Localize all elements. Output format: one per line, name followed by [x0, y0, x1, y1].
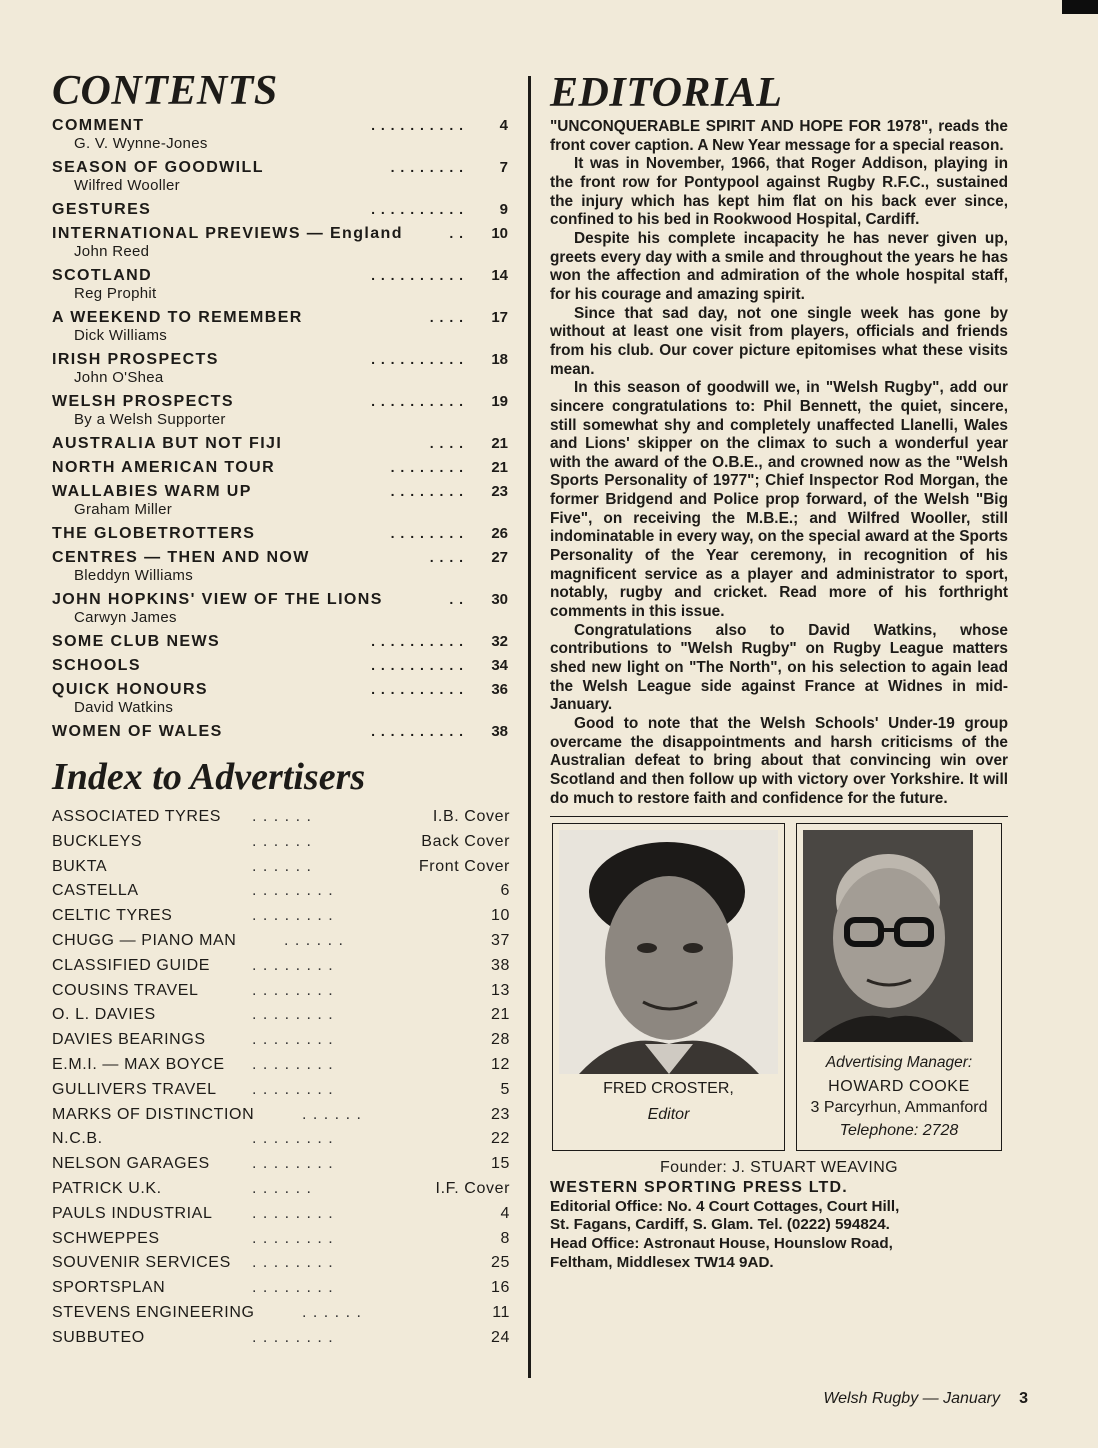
- advertiser-page: 21: [491, 1006, 510, 1024]
- advertiser-page: 15: [491, 1155, 510, 1173]
- leader-dots: . . . . . .: [252, 808, 312, 825]
- right-column: [550, 70, 1008, 1272]
- leader-dots: . . . . . . . .: [252, 956, 334, 974]
- contents-item-title: SCOTLAND: [52, 267, 153, 284]
- advertiser-row: [52, 979, 512, 1004]
- advertiser-page: 6: [500, 882, 510, 900]
- advertiser-name: BUCKLEYS: [52, 832, 143, 850]
- contents-item-page: 21: [491, 459, 508, 476]
- contents-item-title: SOME CLUB NEWS: [52, 633, 221, 650]
- editorial-paragraph: "UNCONQUERABLE SPIRIT AND HOPE FOR 1978", reads the front cover caption. A New Year message for a special reason.: [550, 118, 1008, 154]
- advertiser-row: [52, 1028, 512, 1053]
- advertiser-name: E.M.I. — MAX BOYCE: [52, 1055, 225, 1073]
- advertiser-page: 24: [491, 1328, 510, 1346]
- leader-dots: . . . . . . . . . .: [371, 723, 464, 739]
- contents-item-title: QUICK HONOURS: [52, 681, 208, 698]
- advertiser-name: PAULS INDUSTRIAL: [52, 1204, 213, 1222]
- contents-item-author: Carwyn James: [74, 609, 177, 626]
- leader-dots: . . . . . . . .: [252, 1130, 334, 1148]
- press-line: St. Fagans, Cardiff, S. Glam. Tel. (0222) 594824.: [550, 1216, 890, 1234]
- contents-item[interactable]: [52, 458, 512, 477]
- advertiser-name: SPORTSPLAN: [52, 1279, 166, 1297]
- advertiser-row: [52, 1103, 512, 1128]
- contents-item[interactable]: [52, 350, 512, 387]
- leader-dots: . . . . . . . . . .: [371, 633, 464, 649]
- contents-item-author: Graham Miller: [74, 501, 173, 518]
- advertiser-row: [52, 1326, 512, 1351]
- adv-manager-portrait-photo: [803, 830, 973, 1042]
- advertiser-row: [52, 1202, 512, 1227]
- contents-item-page: 32: [491, 633, 508, 650]
- contents-item-author: Bleddyn Williams: [74, 567, 193, 584]
- footer-page-number: 3: [1019, 1390, 1028, 1407]
- advertiser-name: STEVENS ENGINEERING: [52, 1303, 255, 1321]
- leader-dots: . . . . . . . . . .: [371, 657, 464, 673]
- advertiser-page: 4: [500, 1204, 510, 1222]
- advertiser-page: 23: [491, 1105, 510, 1123]
- editorial-heading: EDITORIAL: [550, 70, 783, 116]
- advertiser-name: GULLIVERS TRAVEL: [52, 1080, 217, 1098]
- advertiser-page: 16: [491, 1279, 510, 1297]
- left-column: [52, 68, 512, 1351]
- contents-item-title: NORTH AMERICAN TOUR: [52, 459, 276, 476]
- contents-item-page: 9: [499, 201, 508, 218]
- adv-manager-address: 3 Parcyrhun, Ammanford: [810, 1099, 988, 1117]
- contents-item-page: 17: [491, 309, 508, 326]
- contents-item-title: COMMENT: [52, 117, 145, 134]
- editorial-paragraph: Congratulations also to David Watkins, whose contributions to "Welsh Rugby" on Rugby League matters shed new light on "The North", on his selection to again lead the Welsh League side against France at Widnes in mid-January.: [550, 621, 1008, 714]
- advertiser-row: [52, 1177, 512, 1202]
- page-footer: [823, 1390, 1028, 1408]
- leader-dots: . . . . . . . .: [390, 525, 464, 541]
- advertiser-name: ASSOCIATED TYRES: [52, 808, 222, 825]
- leader-dots: . . . . . . . .: [390, 159, 464, 175]
- advertiser-name: SUBBUTEO: [52, 1328, 145, 1346]
- contents-item-page: 36: [491, 681, 508, 698]
- contents-item-author: Dick Williams: [74, 327, 168, 344]
- advertiser-row: [52, 1251, 512, 1276]
- adv-manager-photo-frame: [796, 823, 1002, 1151]
- leader-dots: . . . . . . . .: [252, 1204, 334, 1222]
- contents-item-title: A WEEKEND TO REMEMBER: [52, 309, 303, 326]
- contents-item[interactable]: [52, 590, 512, 627]
- advertiser-name: CELTIC TYRES: [52, 907, 173, 925]
- founder-line: Founder: J. STUART WEAVING: [659, 1159, 899, 1177]
- advertiser-name: CHUGG — PIANO MAN: [52, 931, 237, 949]
- contents-item-title: THE GLOBETROTTERS: [52, 525, 256, 542]
- leader-dots: . . . .: [429, 435, 464, 451]
- contents-item-page: 10: [491, 225, 508, 242]
- editorial-paragraph: In this season of goodwill we, in "Welsh Rugby", add our sincere congratulations to: Phil Bennett, the quiet, sincere, still somewhat shy and completely unaffected Llanelli, Wales and Lions' skipper on the climax to such a wonderful year with the award of the O.B.E., and crowned now as the "Welsh Sports Personality of 1977"; Chief Inspector Rod Morgan, the former Bridgend and Police prop forward, of the Welsh "Big Five", on receiving the M.B.E.; and Wilfred Wooller, still indominatable in every way, on the special award at the Sports Personality of the Year ceremony, in recognition of his magnificent service as a player and administrator to sport, notably, rugby and cricket. Read more of his forthright comments in this issue.: [550, 379, 1008, 621]
- adv-manager-role: Advertising Manager:: [825, 1054, 973, 1072]
- contents-item[interactable]: [52, 434, 512, 453]
- editorial-paragraph: Despite his complete incapacity he has never given up, greets every day with a smile and throughout the years he has won the affection and admiration of the whole hospital staff, for his courage and amazing spirit.: [550, 229, 1008, 303]
- contents-item-author: David Watkins: [74, 699, 174, 716]
- advertiser-row: [52, 855, 512, 880]
- advertiser-row: [52, 1276, 512, 1301]
- advertiser-name: CLASSIFIED GUIDE: [52, 956, 211, 974]
- leader-dots: . .: [449, 225, 464, 241]
- adv-manager-name: HOWARD COOKE: [828, 1078, 970, 1096]
- contents-item-page: 14: [491, 267, 508, 284]
- contents-item-author: Wilfred Wooller: [74, 177, 180, 194]
- contents-item-page: 21: [491, 435, 508, 452]
- leader-dots: . . . . . .: [302, 1105, 362, 1123]
- contents-item-author: John O'Shea: [74, 369, 164, 386]
- advertiser-name: PATRICK U.K.: [52, 1179, 162, 1197]
- leader-dots: . . . . . . . .: [252, 1254, 334, 1272]
- leader-dots: . . . . . . . . . .: [371, 201, 464, 217]
- advertiser-name: SOUVENIR SERVICES: [52, 1254, 231, 1272]
- contents-item-title: IRISH PROSPECTS: [52, 351, 219, 368]
- editorial-paragraph: It was in November, 1966, that Roger Addison, playing in the front row for Pontypool against Rugby R.F.C., sustained the injury which has kept him flat on his back ever since, confined to his bed in Rookwood Hospital, Cardiff.: [550, 155, 1008, 229]
- contents-item[interactable]: [52, 632, 512, 651]
- leader-dots: . . . . . .: [302, 1303, 362, 1321]
- advertiser-row: [52, 954, 512, 979]
- press-info: [550, 1179, 1008, 1272]
- contents-item-page: 7: [499, 159, 508, 176]
- contents-item[interactable]: [52, 680, 512, 717]
- advertiser-name: DAVIES BEARINGS: [52, 1031, 206, 1049]
- leader-dots: . . . . . . . .: [252, 981, 334, 999]
- leader-dots: . . . . . . . .: [252, 1080, 334, 1098]
- contents-item-title: CENTRES — THEN AND NOW: [52, 549, 310, 566]
- contents-item-author: G. V. Wynne-Jones: [74, 135, 208, 152]
- contents-item-page: 38: [491, 723, 508, 740]
- advertiser-name: NELSON GARAGES: [52, 1155, 210, 1173]
- editor-photo-frame: [552, 823, 785, 1151]
- leader-dots: . . . . . . . .: [390, 483, 464, 499]
- advertiser-name: O. L. DAVIES: [52, 1006, 156, 1024]
- contents-item[interactable]: [52, 722, 512, 741]
- contents-item[interactable]: [52, 200, 512, 219]
- leader-dots: . . . . . . . .: [252, 882, 334, 900]
- advertiser-name: N.C.B.: [52, 1130, 103, 1148]
- editorial-paragraph: Good to note that the Welsh Schools' Under-19 group overcame the disappointments and harsh criticisms of the Australian defeat to bring about that convincing win over Scotland and then follow up with victory over Yorkshire. It will do much to restore faith and confidence for the future.: [550, 715, 1008, 807]
- editor-role: Editor: [647, 1106, 690, 1124]
- advertiser-page: Front Cover: [418, 857, 510, 875]
- advertiser-page: 13: [491, 981, 510, 999]
- advertiser-page: 10: [491, 907, 510, 925]
- advertiser-row: [52, 929, 512, 954]
- leader-dots: . . . . . . . .: [252, 1006, 334, 1024]
- contents-item[interactable]: [52, 524, 512, 543]
- contents-item-title: WALLABIES WARM UP: [52, 483, 252, 500]
- contents-item-author: Reg Prophit: [74, 285, 157, 302]
- advertiser-row: [52, 1227, 512, 1252]
- leader-dots: . . . .: [429, 549, 464, 565]
- leader-dots: . . . . . . . .: [252, 1279, 334, 1297]
- advertiser-name: SCHWEPPES: [52, 1229, 160, 1247]
- contents-item[interactable]: [52, 158, 512, 195]
- advertiser-row: [52, 1053, 512, 1078]
- advertiser-row: [52, 904, 512, 929]
- advertiser-page: I.B. Cover: [432, 808, 510, 825]
- contents-item[interactable]: [52, 482, 512, 519]
- contents-item-title: WOMEN OF WALES: [52, 723, 223, 740]
- contents-item-page: 34: [491, 657, 508, 674]
- leader-dots: . . . . . .: [284, 931, 344, 949]
- advertiser-row: [52, 805, 512, 830]
- advertiser-page: Back Cover: [421, 832, 510, 850]
- contents-item-title: INTERNATIONAL PREVIEWS — England: [52, 225, 403, 242]
- leader-dots: . . . . . . . . . .: [371, 267, 464, 283]
- advertiser-row: [52, 1078, 512, 1103]
- advertiser-row: [52, 1003, 512, 1028]
- leader-dots: . . . . . . . . . .: [371, 681, 464, 697]
- contents-item-page: 26: [491, 525, 508, 542]
- advertiser-page: 38: [491, 956, 510, 974]
- leader-dots: . .: [449, 591, 464, 607]
- contents-item-title: SCHOOLS: [52, 657, 141, 674]
- press-line: Feltham, Middlesex TW14 9AD.: [550, 1253, 774, 1271]
- editor-portrait-photo: [559, 830, 778, 1074]
- leader-dots: . . . . . . . .: [252, 907, 334, 925]
- contents-item-title: GESTURES: [52, 201, 152, 218]
- contents-item[interactable]: [52, 548, 512, 585]
- leader-dots: . . . . . . . .: [252, 1229, 334, 1247]
- contents-list: [52, 116, 512, 741]
- editorial-paragraph: Since that sad day, not one single week has gone by without at least one visit from players, officials and friends from his club. Our cover picture epitomises what these visits mean.: [550, 304, 1008, 378]
- contents-item-page: 27: [491, 549, 508, 566]
- press-line: Editorial Office: No. 4 Court Cottages, Court Hill,: [550, 1197, 900, 1215]
- contents-item-author: By a Welsh Supporter: [74, 411, 226, 428]
- contents-item[interactable]: [52, 392, 512, 429]
- contents-item-page: 4: [499, 117, 508, 134]
- contents-item-page: 18: [491, 351, 508, 368]
- corner-mark: [1062, 0, 1098, 14]
- column-divider: [528, 76, 531, 1378]
- contents-item[interactable]: [52, 116, 512, 153]
- leader-dots: . . . . . .: [252, 1179, 312, 1197]
- footer-magazine: Welsh Rugby — January: [823, 1390, 1000, 1407]
- leader-dots: . . . . . . . .: [252, 1055, 334, 1073]
- horizontal-rule: [550, 816, 1008, 817]
- leader-dots: . . . .: [429, 309, 464, 325]
- staff-photos: [552, 823, 1008, 1151]
- advertisers-list: [52, 805, 512, 1351]
- advertiser-name: MARKS OF DISTINCTION: [52, 1105, 255, 1123]
- contents-item-author: John Reed: [74, 243, 150, 260]
- advertiser-page: 8: [500, 1229, 510, 1247]
- contents-item[interactable]: [52, 656, 512, 675]
- advertisers-heading: Index to Advertisers: [52, 756, 366, 798]
- press-line: Head Office: Astronaut House, Hounslow Road,: [550, 1235, 893, 1253]
- contents-item[interactable]: [52, 266, 512, 303]
- advertiser-page: 28: [491, 1031, 510, 1049]
- leader-dots: . . . . . . . . . .: [371, 117, 464, 133]
- contents-item-page: 30: [491, 591, 508, 608]
- leader-dots: . . . . . . . .: [252, 1155, 334, 1173]
- advertiser-page: 37: [491, 931, 510, 949]
- leader-dots: . . . . . . . .: [252, 1031, 334, 1049]
- leader-dots: . . . . . . . . . .: [371, 351, 464, 367]
- advertiser-row: [52, 1152, 512, 1177]
- contents-item-page: 19: [491, 393, 508, 410]
- contents-item-title: SEASON OF GOODWILL: [52, 159, 264, 176]
- advertiser-page: 25: [491, 1254, 510, 1272]
- advertiser-page: 22: [491, 1130, 510, 1148]
- contents-item[interactable]: [52, 224, 512, 261]
- contents-item[interactable]: [52, 308, 512, 345]
- advertiser-name: COUSINS TRAVEL: [52, 981, 199, 999]
- advertiser-page: 11: [492, 1303, 510, 1321]
- advertiser-row: [52, 1301, 512, 1326]
- press-name: WESTERN SPORTING PRESS LTD.: [550, 1179, 848, 1197]
- leader-dots: . . . . . . . .: [390, 459, 464, 475]
- editor-name: FRED CROSTER,: [603, 1080, 734, 1098]
- contents-item-page: 23: [491, 483, 508, 500]
- contents-item-title: AUSTRALIA BUT NOT FIJI: [52, 435, 283, 452]
- advertiser-name: BUKTA: [52, 857, 108, 875]
- adv-manager-phone: Telephone: 2728: [839, 1122, 959, 1140]
- advertiser-row: [52, 830, 512, 855]
- advertiser-row: [52, 1127, 512, 1152]
- contents-heading: CONTENTS: [52, 68, 278, 114]
- advertiser-name: CASTELLA: [52, 882, 139, 900]
- advertiser-page: 5: [500, 1080, 510, 1098]
- contents-item-title: WELSH PROSPECTS: [52, 393, 234, 410]
- editorial-body: [550, 118, 1008, 808]
- leader-dots: . . . . . . . .: [252, 1328, 334, 1346]
- advertiser-page: 12: [491, 1055, 510, 1073]
- contents-item-title: JOHN HOPKINS' VIEW OF THE LIONS: [52, 591, 383, 608]
- leader-dots: . . . . . .: [252, 857, 312, 875]
- advertiser-page: I.F. Cover: [435, 1179, 510, 1197]
- advertiser-row: [52, 879, 512, 904]
- leader-dots: . . . . . .: [252, 832, 312, 850]
- leader-dots: . . . . . . . . . .: [371, 393, 464, 409]
